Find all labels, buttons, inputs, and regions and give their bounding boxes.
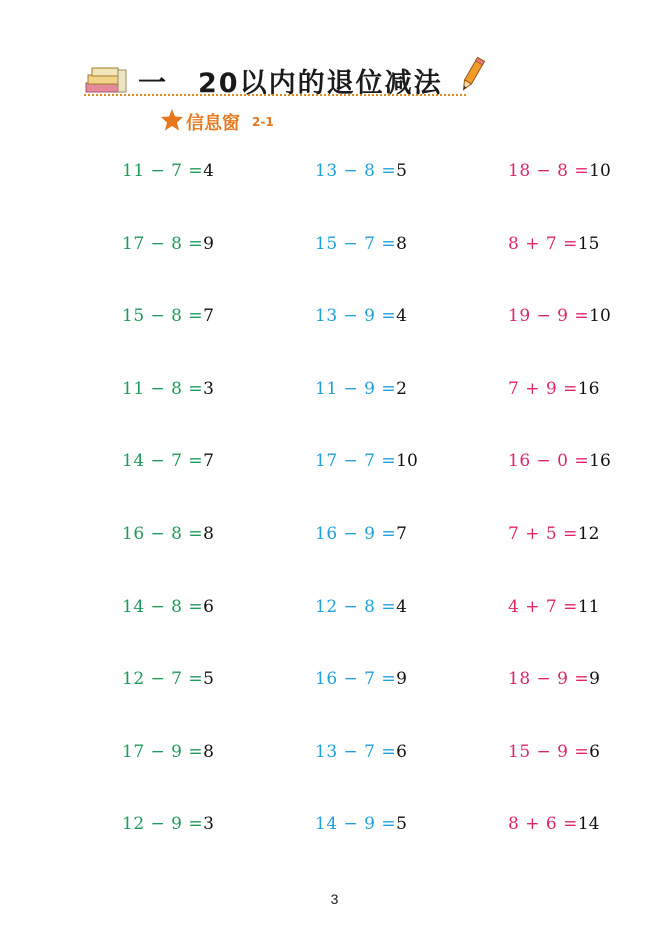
problem-question: 15 − 8 = [122, 306, 204, 327]
problem-question: 14 − 7 = [122, 451, 204, 472]
problem-answer: 14 [577, 814, 600, 835]
problem-answer: 8 [396, 233, 407, 254]
problem-question: 13 − 9 = [315, 306, 397, 327]
problem-answer: 5 [396, 161, 407, 181]
problem-question: 11 − 8 = [122, 378, 204, 399]
problem-answer: 3 [203, 814, 214, 835]
page-number: 3 [330, 891, 339, 907]
problem-answer: 5 [396, 814, 407, 835]
problem-answer: 9 [589, 669, 600, 690]
problem-answer: 12 [577, 524, 600, 544]
problem-question: 18 − 8 = [508, 161, 590, 181]
problem-answer: 4 [396, 306, 407, 327]
problem-question: 7 + 9 = [508, 378, 578, 399]
problem-item [122, 740, 214, 764]
problem-item [508, 159, 611, 183]
problem-question: 16 − 7 = [315, 669, 397, 690]
problem-item [315, 232, 407, 256]
problem-question: 13 − 8 = [315, 161, 397, 181]
problem-question: 13 − 7 = [315, 741, 397, 762]
problem-answer: 16 [589, 451, 611, 472]
problem-answer: 5 [203, 669, 214, 690]
books-icon [84, 67, 128, 95]
problem-item [508, 812, 599, 836]
problem-item [315, 522, 407, 546]
problem-item [122, 304, 214, 328]
problem-item [122, 667, 214, 691]
problem-question: 16 − 9 = [315, 524, 397, 544]
problem-question: 15 − 9 = [508, 741, 590, 762]
problem-answer: 16 [577, 378, 600, 399]
problem-question: 17 − 7 = [315, 451, 397, 472]
problem-question: 17 − 8 = [122, 233, 204, 254]
problem-question: 19 − 9 = [508, 306, 590, 327]
problem-item [315, 377, 407, 401]
problem-item [122, 449, 214, 473]
problem-answer: 15 [577, 233, 600, 254]
problem-item [315, 449, 418, 473]
problem-item [508, 304, 611, 328]
problem-question: 11 − 7 = [122, 161, 204, 181]
problem-question: 14 − 9 = [315, 814, 397, 835]
problem-answer: 7 [396, 524, 407, 544]
problem-answer: 6 [203, 596, 214, 617]
chapter-header [80, 55, 490, 100]
problem-question: 16 − 0 = [508, 451, 590, 472]
chapter-title: 20以内的退位减法 [198, 68, 443, 99]
problem-question: 8 + 6 = [508, 814, 578, 835]
problem-item [508, 522, 599, 546]
problem-item [315, 159, 407, 183]
problem-item [315, 812, 407, 836]
problem-answer: 10 [589, 306, 611, 327]
problem-question: 7 + 5 = [508, 524, 578, 544]
problem-question: 4 + 7 = [508, 596, 578, 617]
problem-answer: 9 [396, 669, 407, 690]
problem-answer: 10 [396, 451, 418, 472]
problem-answer: 10 [589, 161, 611, 181]
problem-answer: 11 [577, 596, 600, 617]
problem-question: 18 − 9 = [508, 669, 590, 690]
star-icon [160, 108, 184, 132]
problem-question: 14 − 8 = [122, 596, 204, 617]
problem-item [508, 377, 599, 401]
problem-answer: 9 [203, 233, 214, 254]
problem-item [315, 740, 407, 764]
problem-question: 15 − 7 = [315, 233, 397, 254]
problem-answer: 7 [203, 306, 214, 327]
problem-question: 17 − 9 = [122, 741, 204, 762]
problem-answer: 3 [203, 378, 214, 399]
chapter-number: 一 [138, 66, 167, 99]
info-window-title: 信息窗 [186, 113, 240, 134]
problem-item [508, 595, 599, 619]
problem-question: 12 − 8 = [315, 596, 397, 617]
problem-answer: 8 [203, 741, 214, 762]
problem-item [315, 667, 407, 691]
problem-item [508, 667, 600, 691]
problem-answer: 8 [203, 524, 214, 544]
problem-question: 8 + 7 = [508, 233, 578, 254]
problem-question: 16 − 8 = [122, 524, 204, 544]
problem-item [315, 595, 407, 619]
problem-item [508, 740, 600, 764]
problem-item [508, 449, 611, 473]
problem-item [122, 812, 214, 836]
problem-question: 12 − 7 = [122, 669, 204, 690]
problem-item [122, 377, 214, 401]
problem-answer: 6 [396, 741, 407, 762]
problem-item [122, 522, 214, 546]
problem-answer: 7 [203, 451, 214, 472]
problem-answer: 4 [396, 596, 407, 617]
problem-question: 12 − 9 = [122, 814, 204, 835]
problem-item [508, 232, 599, 256]
problem-item [122, 232, 214, 256]
problem-answer: 6 [589, 741, 600, 762]
problem-item [315, 304, 407, 328]
problem-answer: 4 [203, 161, 214, 181]
problem-answer: 2 [396, 378, 407, 399]
problem-question: 11 − 9 = [315, 378, 397, 399]
pencil-icon [458, 55, 486, 95]
header-divider [84, 94, 466, 96]
info-window-code: 2-1 [252, 115, 274, 129]
problem-item [122, 159, 214, 183]
problem-item [122, 595, 214, 619]
